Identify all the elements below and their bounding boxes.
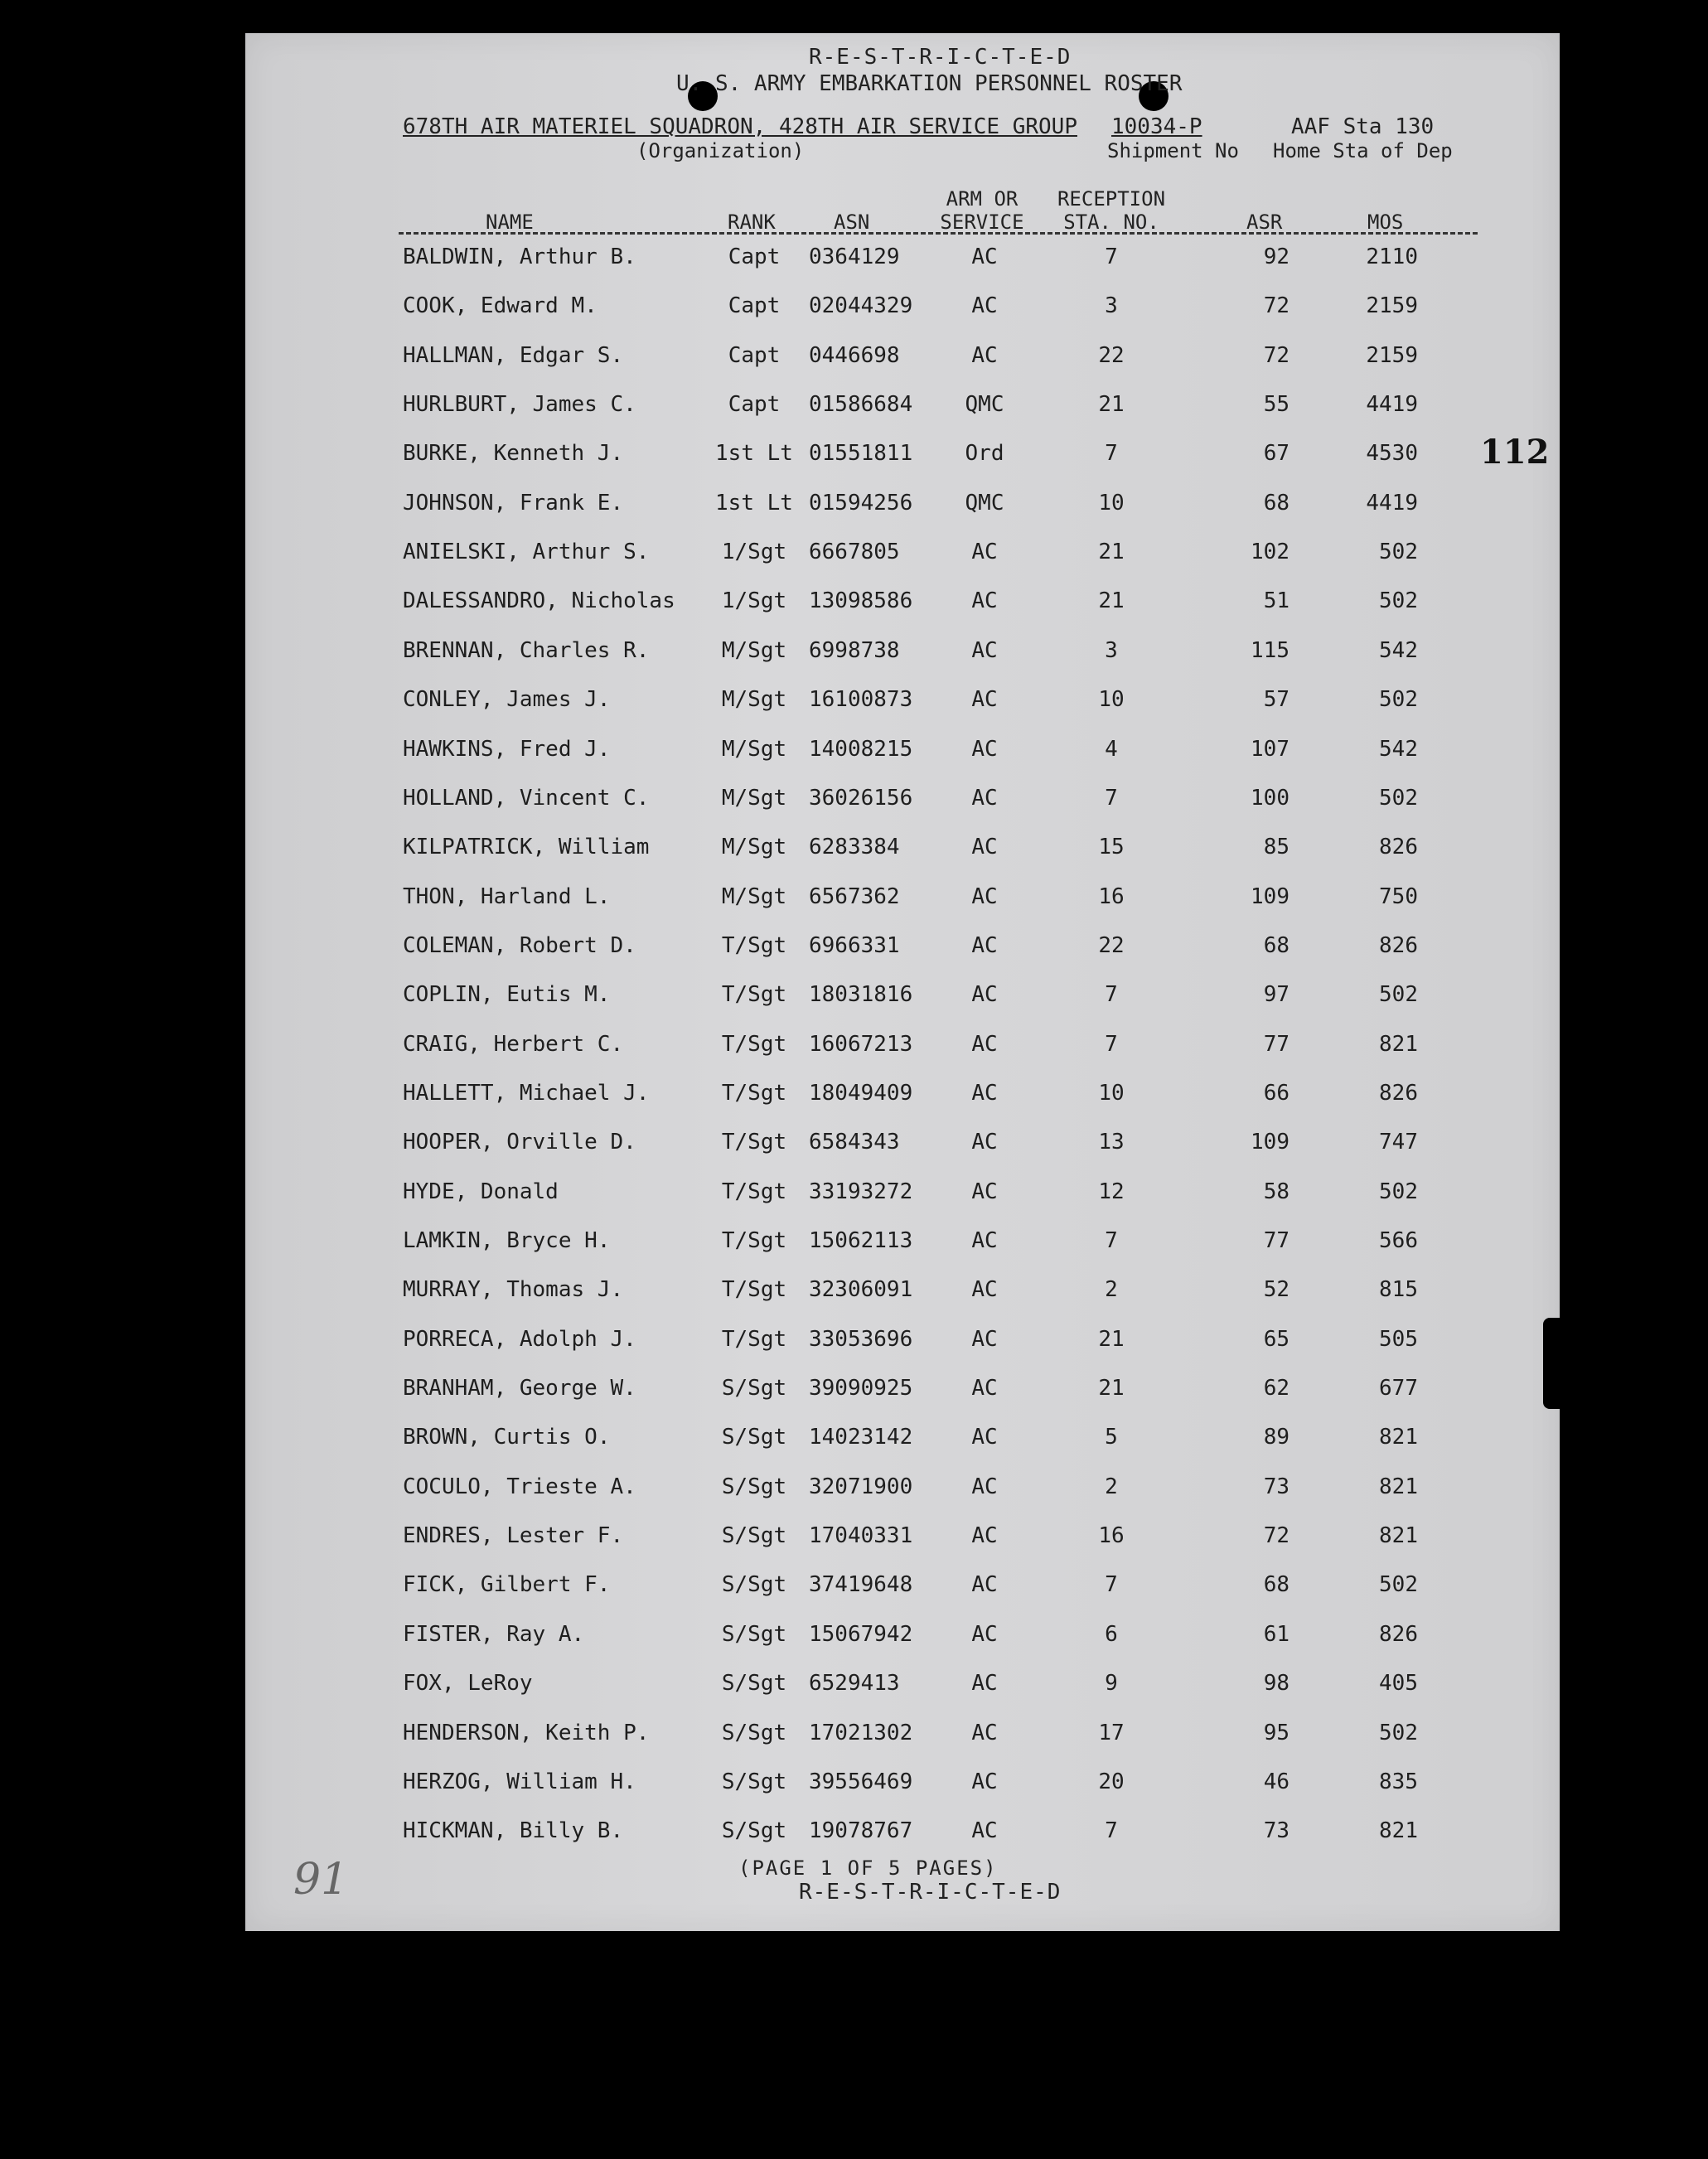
- row-mos: 826: [1379, 1080, 1418, 1106]
- row-asn: 19078767: [809, 1818, 913, 1844]
- table-row: [245, 1175, 1560, 1208]
- row-mos: 677: [1379, 1376, 1418, 1401]
- row-name: HOOPER, Orville D.: [403, 1130, 636, 1155]
- row-asn: 0364129: [809, 244, 900, 269]
- row-rank: Capt: [728, 244, 781, 269]
- row-reception-station: 7: [1105, 982, 1118, 1008]
- row-asr: 66: [1263, 1080, 1289, 1106]
- row-asn: 39090925: [809, 1376, 913, 1401]
- row-arm-or-service: Ord: [965, 441, 1004, 467]
- table-row: [245, 1568, 1560, 1601]
- table-row: [245, 1273, 1560, 1306]
- row-asr: 52: [1263, 1277, 1289, 1303]
- row-rank: S/Sgt: [721, 1818, 787, 1844]
- table-row: [245, 1618, 1560, 1651]
- home-station-label: Home Sta of Dep: [1273, 139, 1453, 162]
- row-arm-or-service: AC: [971, 1523, 998, 1549]
- row-mos: 502: [1379, 588, 1418, 614]
- page-count-footer: (PAGE 1 OF 5 PAGES): [738, 1856, 998, 1880]
- row-arm-or-service: AC: [971, 835, 998, 860]
- row-rank: S/Sgt: [721, 1621, 787, 1647]
- column-header-arm-line2: SERVICE: [940, 211, 1024, 234]
- row-mos: 2110: [1366, 244, 1418, 269]
- row-asn: 18031816: [809, 982, 913, 1008]
- table-row: [245, 978, 1560, 1011]
- table-row: [245, 289, 1560, 322]
- row-asn: 0446698: [809, 342, 900, 368]
- row-rank: Capt: [728, 293, 781, 319]
- row-arm-or-service: AC: [971, 1080, 998, 1106]
- row-name: HAWKINS, Fred J.: [403, 736, 611, 762]
- row-asr: 68: [1263, 932, 1289, 958]
- table-row: [245, 1667, 1560, 1700]
- row-asr: 109: [1251, 883, 1289, 909]
- row-reception-station: 7: [1105, 1031, 1118, 1057]
- row-rank: T/Sgt: [721, 1031, 787, 1057]
- row-rank: S/Sgt: [721, 1572, 787, 1598]
- row-arm-or-service: AC: [971, 1671, 998, 1697]
- column-header-rank: RANK: [728, 211, 776, 234]
- row-asn: 6667805: [809, 540, 900, 565]
- row-reception-station: 3: [1105, 637, 1118, 663]
- row-reception-station: 7: [1105, 244, 1118, 269]
- row-asr: 92: [1263, 244, 1289, 269]
- table-row: [245, 1125, 1560, 1159]
- row-arm-or-service: AC: [971, 1572, 998, 1598]
- row-asn: 6998738: [809, 637, 900, 663]
- row-reception-station: 21: [1098, 1376, 1125, 1401]
- row-name: HALLETT, Michael J.: [403, 1080, 650, 1106]
- row-reception-station: 21: [1098, 588, 1125, 614]
- roster-table-body: [245, 33, 1560, 1931]
- row-asr: 97: [1263, 982, 1289, 1008]
- table-row: [245, 830, 1560, 864]
- row-asr: 65: [1263, 1326, 1289, 1352]
- row-asr: 68: [1263, 1572, 1289, 1598]
- row-mos: 502: [1379, 1720, 1418, 1745]
- row-rank: S/Sgt: [721, 1769, 787, 1794]
- table-row: [245, 1372, 1560, 1405]
- row-arm-or-service: AC: [971, 588, 998, 614]
- row-asr: 98: [1263, 1671, 1289, 1697]
- row-mos: 405: [1379, 1671, 1418, 1697]
- row-mos: 826: [1379, 1621, 1418, 1647]
- row-name: HALLMAN, Edgar S.: [403, 342, 624, 368]
- row-reception-station: 7: [1105, 441, 1118, 467]
- row-name: HYDE, Donald: [403, 1179, 559, 1204]
- row-mos: 750: [1379, 883, 1418, 909]
- row-asn: 15067942: [809, 1621, 913, 1647]
- row-reception-station: 2: [1105, 1277, 1118, 1303]
- row-asn: 6529413: [809, 1671, 900, 1697]
- row-rank: S/Sgt: [721, 1376, 787, 1401]
- handwritten-note: 91: [293, 1855, 349, 1905]
- row-mos: 502: [1379, 1572, 1418, 1598]
- row-reception-station: 21: [1098, 1326, 1125, 1352]
- row-rank: T/Sgt: [721, 1228, 787, 1253]
- document-title: U. S. ARMY EMBARKATION PERSONNEL ROSTER: [676, 71, 1183, 96]
- row-name: ENDRES, Lester F.: [403, 1523, 624, 1549]
- table-row: [245, 683, 1560, 716]
- row-asr: 100: [1251, 785, 1289, 811]
- organization-label: (Organization): [636, 139, 805, 162]
- row-asr: 85: [1263, 835, 1289, 860]
- row-asr: 72: [1263, 1523, 1289, 1549]
- row-name: BRENNAN, Charles R.: [403, 637, 650, 663]
- row-name: MURRAY, Thomas J.: [403, 1277, 624, 1303]
- row-rank: M/Sgt: [721, 687, 787, 713]
- row-asr: 72: [1263, 293, 1289, 319]
- row-arm-or-service: AC: [971, 1818, 998, 1844]
- row-mos: 502: [1379, 982, 1418, 1008]
- row-rank: T/Sgt: [721, 982, 787, 1008]
- row-asn: 13098586: [809, 588, 913, 614]
- column-header-reception-line1: RECEPTION: [1057, 187, 1166, 211]
- row-arm-or-service: QMC: [965, 490, 1004, 516]
- row-rank: T/Sgt: [721, 1130, 787, 1155]
- row-name: LAMKIN, Bryce H.: [403, 1228, 611, 1253]
- row-reception-station: 20: [1098, 1769, 1125, 1794]
- row-rank: S/Sgt: [721, 1425, 787, 1450]
- row-asn: 14008215: [809, 736, 913, 762]
- row-rank: S/Sgt: [721, 1720, 787, 1745]
- row-name: THON, Harland L.: [403, 883, 611, 909]
- row-name: BALDWIN, Arthur B.: [403, 244, 636, 269]
- row-name: PORRECA, Adolph J.: [403, 1326, 636, 1352]
- table-row: [245, 535, 1560, 569]
- row-mos: 821: [1379, 1474, 1418, 1499]
- row-rank: 1/Sgt: [721, 588, 787, 614]
- row-arm-or-service: AC: [971, 883, 998, 909]
- row-name: KILPATRICK, William: [403, 835, 650, 860]
- row-arm-or-service: AC: [971, 540, 998, 565]
- row-asn: 32071900: [809, 1474, 913, 1499]
- row-arm-or-service: AC: [971, 1425, 998, 1450]
- row-arm-or-service: AC: [971, 1769, 998, 1794]
- row-mos: 4419: [1366, 392, 1418, 418]
- row-asn: 6567362: [809, 883, 900, 909]
- row-rank: M/Sgt: [721, 736, 787, 762]
- row-reception-station: 21: [1098, 392, 1125, 418]
- row-asn: 32306091: [809, 1277, 913, 1303]
- row-name: COPLIN, Eutis M.: [403, 982, 611, 1008]
- row-reception-station: 21: [1098, 540, 1125, 565]
- table-row: [245, 880, 1560, 913]
- column-header-arm-line1: ARM OR: [946, 187, 1019, 211]
- table-row: [245, 388, 1560, 421]
- column-header-mos: MOS: [1367, 211, 1404, 234]
- row-name: HENDERSON, Keith P.: [403, 1720, 650, 1745]
- row-asr: 51: [1263, 588, 1289, 614]
- row-asr: 95: [1263, 1720, 1289, 1745]
- table-row: [245, 437, 1560, 470]
- row-name: COCULO, Trieste A.: [403, 1474, 636, 1499]
- table-row: [245, 584, 1560, 617]
- row-mos: 505: [1379, 1326, 1418, 1352]
- row-asr: 73: [1263, 1474, 1289, 1499]
- row-arm-or-service: AC: [971, 342, 998, 368]
- table-row: [245, 634, 1560, 667]
- row-arm-or-service: AC: [971, 1376, 998, 1401]
- row-mos: 826: [1379, 835, 1418, 860]
- row-name: ANIELSKI, Arthur S.: [403, 540, 650, 565]
- table-row: [245, 1765, 1560, 1798]
- row-arm-or-service: AC: [971, 785, 998, 811]
- row-name: COLEMAN, Robert D.: [403, 932, 636, 958]
- row-arm-or-service: AC: [971, 637, 998, 663]
- table-row: [245, 1323, 1560, 1356]
- row-name: BRANHAM, George W.: [403, 1376, 636, 1401]
- row-asn: 37419648: [809, 1572, 913, 1598]
- row-name: COOK, Edward M.: [403, 293, 598, 319]
- row-name: FOX, LeRoy: [403, 1671, 533, 1697]
- row-reception-station: 7: [1105, 785, 1118, 811]
- row-mos: 821: [1379, 1425, 1418, 1450]
- row-mos: 747: [1379, 1130, 1418, 1155]
- organization-field: 678TH AIR MATERIEL SQUADRON, 428TH AIR SERVICE GROUP: [403, 114, 1077, 139]
- row-rank: T/Sgt: [721, 932, 787, 958]
- row-asn: 6283384: [809, 835, 900, 860]
- row-name: CONLEY, James J.: [403, 687, 611, 713]
- row-reception-station: 2: [1105, 1474, 1118, 1499]
- table-row: [245, 487, 1560, 520]
- row-reception-station: 15: [1098, 835, 1125, 860]
- table-row: [245, 240, 1560, 274]
- table-row: [245, 1421, 1560, 1454]
- row-arm-or-service: AC: [971, 1621, 998, 1647]
- row-asn: 18049409: [809, 1080, 913, 1106]
- row-mos: 566: [1379, 1228, 1418, 1253]
- row-rank: S/Sgt: [721, 1523, 787, 1549]
- row-arm-or-service: QMC: [965, 392, 1004, 418]
- column-header-name: NAME: [486, 211, 534, 234]
- row-mos: 502: [1379, 687, 1418, 713]
- row-name: FISTER, Ray A.: [403, 1621, 585, 1647]
- row-asr: 58: [1263, 1179, 1289, 1204]
- row-asr: 57: [1263, 687, 1289, 713]
- row-asr: 109: [1251, 1130, 1289, 1155]
- row-mos: 502: [1379, 540, 1418, 565]
- row-asn: 01594256: [809, 490, 913, 516]
- row-asr: 77: [1263, 1228, 1289, 1253]
- row-arm-or-service: AC: [971, 736, 998, 762]
- row-asn: 17021302: [809, 1720, 913, 1745]
- shipment-number-field: 10034-P: [1111, 114, 1202, 139]
- row-asr: 102: [1251, 540, 1289, 565]
- row-rank: M/Sgt: [721, 835, 787, 860]
- row-asr: 107: [1251, 736, 1289, 762]
- row-reception-station: 4: [1105, 736, 1118, 762]
- row-arm-or-service: AC: [971, 1474, 998, 1499]
- row-arm-or-service: AC: [971, 1179, 998, 1204]
- row-mos: 4530: [1366, 441, 1418, 467]
- row-mos: 542: [1379, 637, 1418, 663]
- row-reception-station: 10: [1098, 687, 1125, 713]
- row-reception-station: 6: [1105, 1621, 1118, 1647]
- row-asn: 14023142: [809, 1425, 913, 1450]
- row-rank: Capt: [728, 392, 781, 418]
- row-arm-or-service: AC: [971, 293, 998, 319]
- roster-page: [245, 33, 1560, 1931]
- row-rank: S/Sgt: [721, 1671, 787, 1697]
- row-reception-station: 5: [1105, 1425, 1118, 1450]
- row-arm-or-service: AC: [971, 1130, 998, 1155]
- row-rank: 1/Sgt: [721, 540, 787, 565]
- row-reception-station: 16: [1098, 1523, 1125, 1549]
- row-name: HICKMAN, Billy B.: [403, 1818, 624, 1844]
- row-rank: M/Sgt: [721, 883, 787, 909]
- row-asr: 72: [1263, 342, 1289, 368]
- row-mos: 502: [1379, 785, 1418, 811]
- table-row: [245, 733, 1560, 766]
- table-row: [245, 1077, 1560, 1110]
- row-arm-or-service: AC: [971, 244, 998, 269]
- row-mos: 542: [1379, 736, 1418, 762]
- row-reception-station: 10: [1098, 490, 1125, 516]
- row-rank: M/Sgt: [721, 785, 787, 811]
- row-rank: S/Sgt: [721, 1474, 787, 1499]
- row-arm-or-service: AC: [971, 1720, 998, 1745]
- row-rank: T/Sgt: [721, 1277, 787, 1303]
- row-reception-station: 13: [1098, 1130, 1125, 1155]
- row-asn: 33193272: [809, 1179, 913, 1204]
- row-reception-station: 12: [1098, 1179, 1125, 1204]
- row-mos: 815: [1379, 1277, 1418, 1303]
- row-reception-station: 17: [1098, 1720, 1125, 1745]
- row-asr: 67: [1263, 441, 1289, 467]
- row-arm-or-service: AC: [971, 1228, 998, 1253]
- row-mos: 502: [1379, 1179, 1418, 1204]
- row-asn: 36026156: [809, 785, 913, 811]
- row-reception-station: 16: [1098, 883, 1125, 909]
- row-name: DALESSANDRO, Nicholas: [403, 588, 675, 614]
- row-reception-station: 10: [1098, 1080, 1125, 1106]
- row-arm-or-service: AC: [971, 1277, 998, 1303]
- row-name: HERZOG, William H.: [403, 1769, 636, 1794]
- row-asn: 16067213: [809, 1031, 913, 1057]
- row-rank: T/Sgt: [721, 1080, 787, 1106]
- column-header-asn: ASN: [834, 211, 870, 234]
- table-row: [245, 339, 1560, 372]
- row-asn: 02044329: [809, 293, 913, 319]
- row-arm-or-service: AC: [971, 932, 998, 958]
- row-mos: 821: [1379, 1031, 1418, 1057]
- row-asr: 77: [1263, 1031, 1289, 1057]
- table-row: [245, 1519, 1560, 1552]
- row-arm-or-service: AC: [971, 687, 998, 713]
- row-reception-station: 3: [1105, 293, 1118, 319]
- table-row: [245, 1028, 1560, 1061]
- row-reception-station: 9: [1105, 1671, 1118, 1697]
- handwritten-page-number: 112: [1480, 433, 1550, 472]
- table-row: [245, 929, 1560, 962]
- row-asn: 39556469: [809, 1769, 913, 1794]
- row-name: JOHNSON, Frank E.: [403, 490, 624, 516]
- row-reception-station: 7: [1105, 1818, 1118, 1844]
- row-asn: 6966331: [809, 932, 900, 958]
- row-mos: 821: [1379, 1523, 1418, 1549]
- row-rank: 1st Lt: [715, 490, 793, 516]
- row-reception-station: 7: [1105, 1572, 1118, 1598]
- table-row: [245, 1716, 1560, 1750]
- row-name: BURKE, Kenneth J.: [403, 441, 624, 467]
- row-rank: M/Sgt: [721, 637, 787, 663]
- row-mos: 821: [1379, 1818, 1418, 1844]
- row-asr: 55: [1263, 392, 1289, 418]
- row-asn: 16100873: [809, 687, 913, 713]
- row-asr: 46: [1263, 1769, 1289, 1794]
- row-mos: 835: [1379, 1769, 1418, 1794]
- row-name: BROWN, Curtis O.: [403, 1425, 611, 1450]
- row-rank: T/Sgt: [721, 1326, 787, 1352]
- row-asr: 115: [1251, 637, 1289, 663]
- row-asr: 61: [1263, 1621, 1289, 1647]
- row-asr: 73: [1263, 1818, 1289, 1844]
- row-arm-or-service: AC: [971, 982, 998, 1008]
- row-reception-station: 7: [1105, 1228, 1118, 1253]
- row-rank: T/Sgt: [721, 1179, 787, 1204]
- row-rank: 1st Lt: [715, 441, 793, 467]
- row-name: HURLBURT, James C.: [403, 392, 636, 418]
- row-asn: 15062113: [809, 1228, 913, 1253]
- home-station-field: AAF Sta 130: [1291, 114, 1435, 139]
- table-row: [245, 1814, 1560, 1847]
- restricted-marking-bottom: R-E-S-T-R-I-C-T-E-D: [799, 1880, 1062, 1905]
- row-mos: 826: [1379, 932, 1418, 958]
- row-arm-or-service: AC: [971, 1326, 998, 1352]
- row-arm-or-service: AC: [971, 1031, 998, 1057]
- row-asr: 68: [1263, 490, 1289, 516]
- table-row: [245, 782, 1560, 815]
- row-name: CRAIG, Herbert C.: [403, 1031, 624, 1057]
- row-mos: 2159: [1366, 293, 1418, 319]
- row-asn: 01586684: [809, 392, 913, 418]
- row-reception-station: 22: [1098, 342, 1125, 368]
- row-mos: 4419: [1366, 490, 1418, 516]
- row-mos: 2159: [1366, 342, 1418, 368]
- table-row: [245, 1224, 1560, 1257]
- column-header-reception-line2: STA. NO.: [1063, 211, 1159, 234]
- table-row: [245, 1470, 1560, 1503]
- row-asn: 33053696: [809, 1326, 913, 1352]
- row-asn: 6584343: [809, 1130, 900, 1155]
- row-rank: Capt: [728, 342, 781, 368]
- column-header-asr: ASR: [1246, 211, 1283, 234]
- row-asn: 01551811: [809, 441, 913, 467]
- row-asr: 89: [1263, 1425, 1289, 1450]
- row-name: FICK, Gilbert F.: [403, 1572, 611, 1598]
- row-asr: 62: [1263, 1376, 1289, 1401]
- restricted-marking-top: R-E-S-T-R-I-C-T-E-D: [809, 45, 1072, 70]
- shipment-number-label: Shipment No: [1107, 139, 1239, 162]
- row-reception-station: 22: [1098, 932, 1125, 958]
- row-name: HOLLAND, Vincent C.: [403, 785, 650, 811]
- row-asn: 17040331: [809, 1523, 913, 1549]
